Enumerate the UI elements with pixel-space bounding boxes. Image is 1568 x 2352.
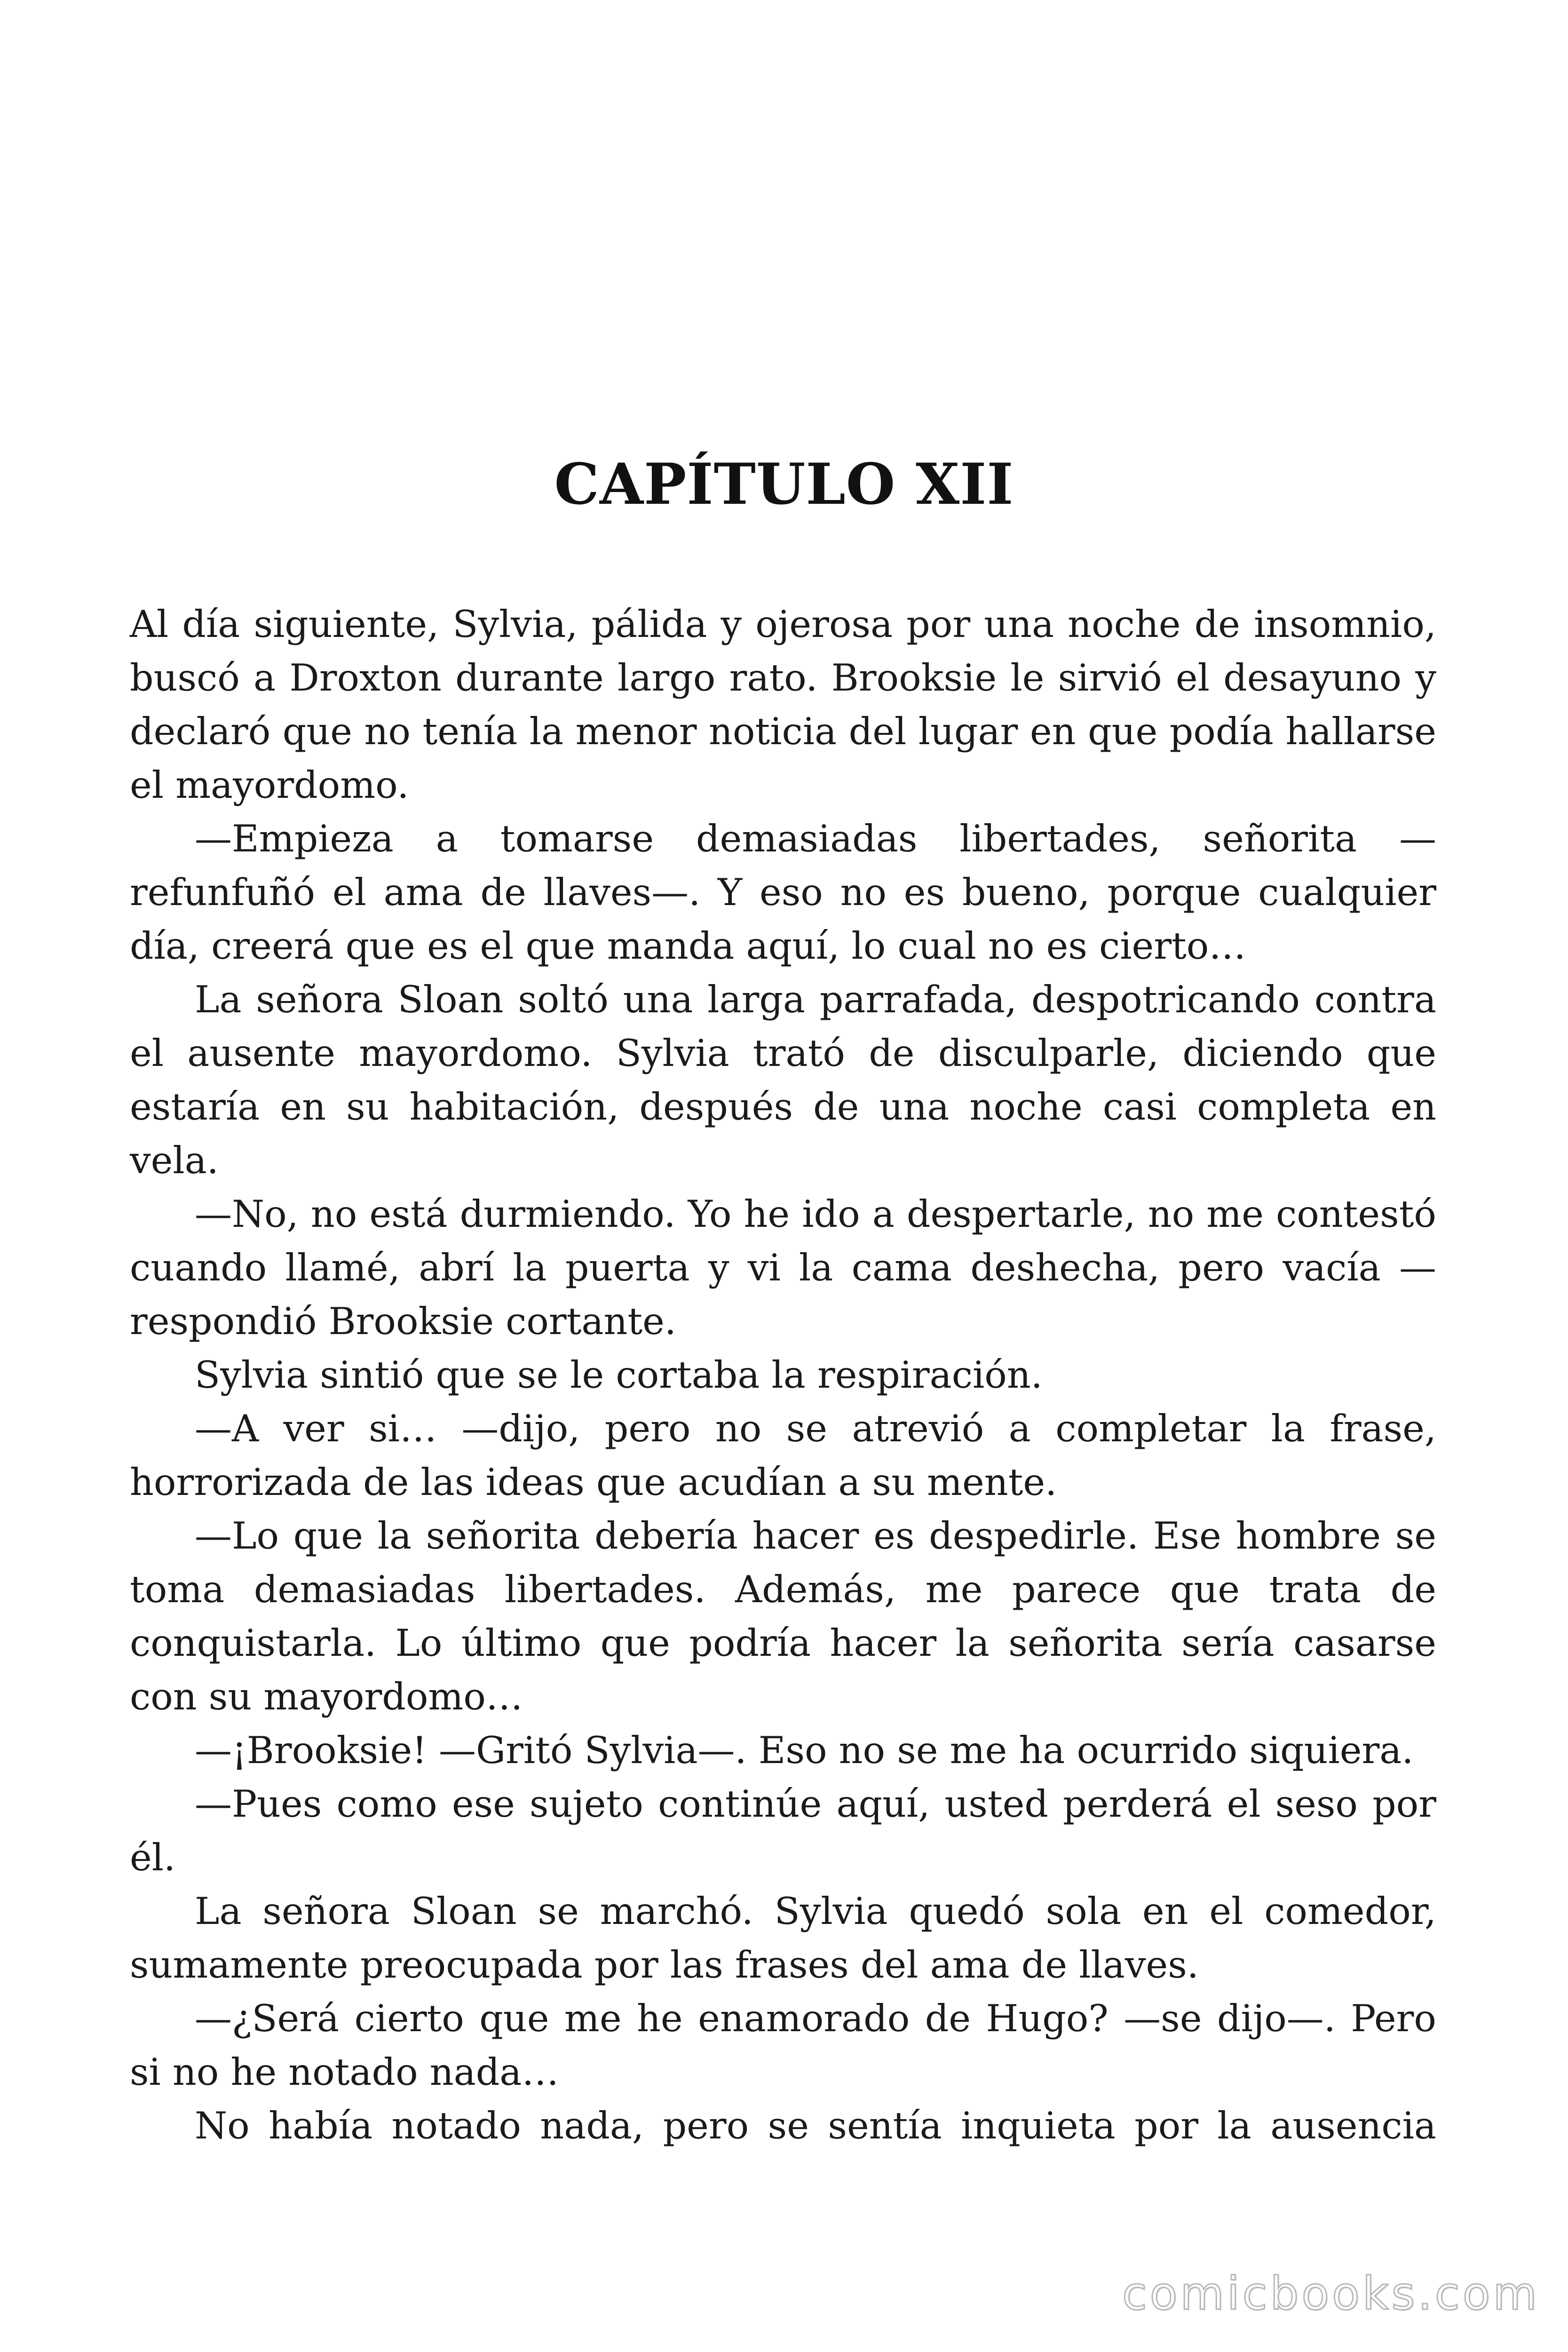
paragraph: —¿Será cierto que me he enamorado de Hugo? —se dijo—. Pero si no he notado nada… bbox=[130, 1997, 1436, 2094]
paragraph: No había notado nada, pero se sentía inquieta por la ausencia bbox=[195, 2104, 1436, 2147]
paragraph: —A ver si… —dijo, pero no se atrevió a completar la frase, horrorizada de las ideas que acudían a su mente. bbox=[130, 1407, 1436, 1504]
chapter-title: CAPÍTULO XII bbox=[554, 451, 1014, 517]
paragraph: La señora Sloan soltó una larga parrafada, despotricando contra el ausente mayordomo. Sylvia trató de disculparle, diciendo que estaría en su habitación, después de una noche casi completa en vela. bbox=[130, 978, 1436, 1182]
paragraph: —Empieza a tomarse demasiadas libertades, señorita —refunfuñó el ama de llaves—. Y eso no es bueno, porque cualquier día, creerá que es el que manda aquí, lo cual no es cierto… bbox=[130, 817, 1436, 968]
paragraph: —Pues como ese sujeto continúe aquí, usted perderá el seso por él. bbox=[130, 1782, 1436, 1879]
chapter-body bbox=[130, 597, 1436, 2153]
paragraph: —No, no está durmiendo. Yo he ido a despertarle, no me contestó cuando llamé, abrí la puerta y vi la cama deshecha, pero vacía —respondió Brooksie cortante. bbox=[130, 1192, 1436, 1343]
paragraph: La señora Sloan se marchó. Sylvia quedó sola en el comedor, sumamente preocupada por las frases del ama de llaves. bbox=[130, 1890, 1436, 1986]
paragraph: Al día siguiente, Sylvia, pálida y ojerosa por una noche de insomnio, buscó a Droxton durante largo rato. Brooksie le sirvió el desayuno y declaró que no tenía la menor noticia del lugar en que podía hallarse el mayordomo. bbox=[130, 603, 1436, 807]
watermark-logo: comicbooks.com bbox=[1122, 2267, 1540, 2320]
paragraph: Sylvia sintió que se le cortaba la respiración. bbox=[195, 1353, 1043, 1397]
paragraph: —¡Brooksie! —Gritó Sylvia—. Eso no se me ha ocurrido siquiera. bbox=[195, 1729, 1414, 1772]
paragraph: —Lo que la señorita debería hacer es despedirle. Ese hombre se toma demasiadas libertades. Además, me parece que trata de conquistarla. Lo último que podría hacer la señorita sería casarse con su mayordomo… bbox=[130, 1514, 1436, 1718]
